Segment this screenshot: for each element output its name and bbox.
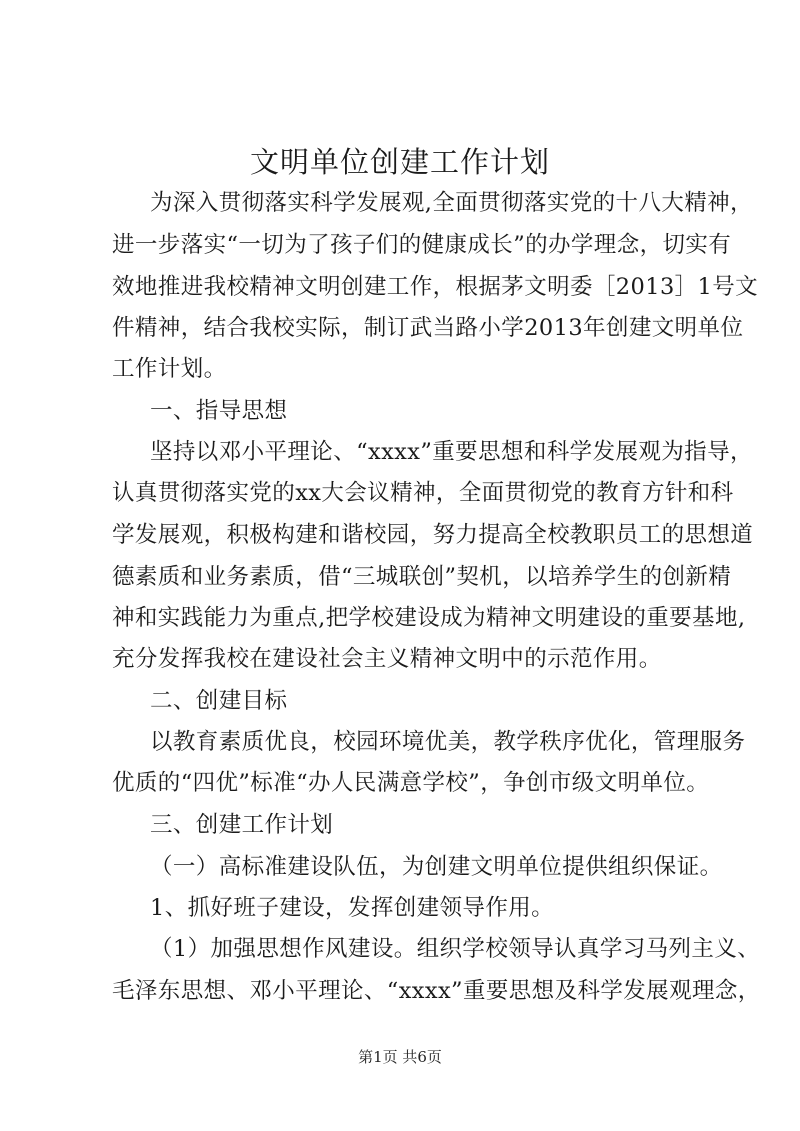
subsection-heading: （一）高标准建设队伍，为创建文明单位提供组织保证。	[150, 854, 723, 880]
document-title: 文明单位创建工作计划	[249, 145, 550, 179]
paragraph-line: 效地推进我校精神文明创建工作，根据茅文明委［2013］1号文	[112, 274, 759, 300]
paragraph-line: 件精神，结合我校实际，制订武当路小学2013年创建文明单位	[112, 315, 744, 341]
page-number-footer: 第1页 共6页	[358, 1048, 442, 1066]
section-heading: 二、创建目标	[150, 688, 288, 714]
paragraph-line: 优质的“四优”标准“办人民满意学校”，争创市级文明单位。	[112, 770, 710, 796]
paragraph-line: 德素质和业务素质，借“三城联创”契机，以培养学生的创新精	[112, 564, 732, 590]
paragraph-line: 进一步落实“一切为了孩子们的健康成长”的办学理念，切实有	[112, 232, 732, 258]
paragraph-line: 学发展观，积极构建和谐校园，努力提高全校教职员工的思想道	[112, 522, 754, 548]
paragraph-line: 工作计划。	[112, 356, 227, 382]
paragraph-line: 为深入贯彻落实科学发展观,全面贯彻落实党的十八大精神，	[150, 190, 753, 216]
paragraph-line: 毛泽东思想、邓小平理论、“xxxx”重要思想及科学发展观理念，	[112, 978, 761, 1004]
section-heading: 三、创建工作计划	[150, 812, 334, 838]
paragraph-line: 充分发挥我校在建设社会主义精神文明中的示范作用。	[112, 646, 662, 672]
paragraph-line: 认真贯彻落实党的xx大会议精神，全面贯彻党的教育方针和科	[112, 480, 734, 506]
paragraph-line: 神和实践能力为重点,把学校建设成为精神文明建设的重要基地,	[112, 605, 746, 631]
paragraph-line: （1）加强思想作风建设。组织学校领导认真学习马列主义、	[150, 936, 761, 962]
paragraph-line: 以教育素质优良，校园环境优美，教学秩序优化，管理服务	[150, 729, 746, 755]
paragraph-line: 坚持以邓小平理论、“xxxx”重要思想和科学发展观为指导，	[150, 439, 753, 465]
section-heading: 一、指导思想	[150, 398, 288, 424]
item-heading: 1、抓好班子建设，发挥创建领导作用。	[150, 895, 555, 921]
